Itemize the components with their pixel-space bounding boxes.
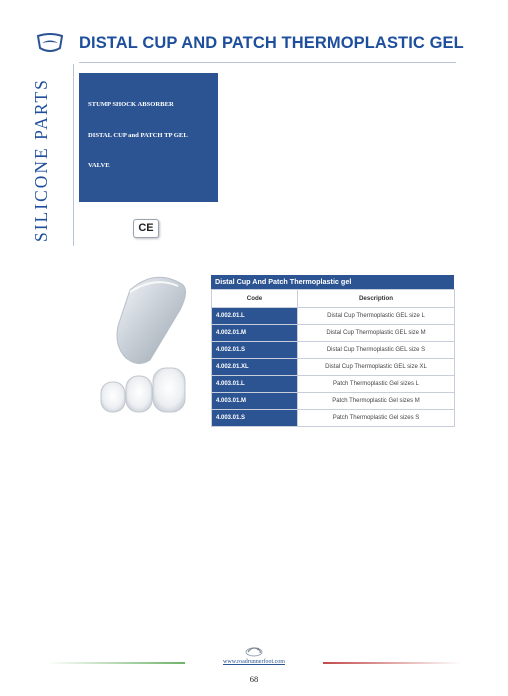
roadrunner-logo-icon [241,644,267,658]
side-divider [73,64,74,246]
product-code: 4.002.01.L [212,308,298,325]
product-code: 4.002.01.S [212,342,298,359]
table-row [212,359,455,376]
section-label: SILICONE PARTS [31,78,51,242]
product-code: 4.002.01.XL [212,359,298,376]
product-description: Patch Thermoplastic Gel sizes L [298,376,455,393]
product-image [100,270,200,420]
product-table [211,275,454,427]
title-divider [79,62,456,63]
product-description: Distal Cup Thermoplastic GEL size S [298,342,455,359]
table-row [212,393,455,410]
nav-item-stump-shock-absorber[interactable]: STUMP SHOCK ABSORBER [88,101,174,108]
product-code: 4.003.01.L [212,376,298,393]
website-link[interactable]: www.roadrunnerfoot.com [223,659,285,665]
brand-emblem-icon [36,32,64,54]
column-header-description: Description [298,290,455,308]
table-row [212,410,455,427]
product-code: 4.003.01.S [212,410,298,427]
table-row [212,342,455,359]
table-title: Distal Cup And Patch Thermoplastic gel [211,275,454,289]
product-description: Distal Cup Thermoplastic GEL size M [298,325,455,342]
product-code: 4.003.01.M [212,393,298,410]
nav-item-valve[interactable]: VALVE [88,162,110,169]
product-nav-panel [79,73,218,202]
product-description: Patch Thermoplastic Gel sizes M [298,393,455,410]
nav-item-distal-cup-patch[interactable]: DISTAL CUP and PATCH TP GEL [88,132,188,139]
ce-mark: CE [133,219,159,238]
table-row [212,376,455,393]
product-description: Distal Cup Thermoplastic GEL size XL [298,359,455,376]
spec-table [211,289,455,427]
page-number: 68 [249,674,259,684]
table-row [212,308,455,325]
product-code: 4.002.01.M [212,325,298,342]
table-row [212,325,455,342]
product-description: Distal Cup Thermoplastic GEL size L [298,308,455,325]
page-title: DISTAL CUP AND PATCH THERMOPLASTIC GEL [79,34,464,52]
column-header-code: Code [212,290,298,308]
product-description: Patch Thermoplastic Gel sizes S [298,410,455,427]
